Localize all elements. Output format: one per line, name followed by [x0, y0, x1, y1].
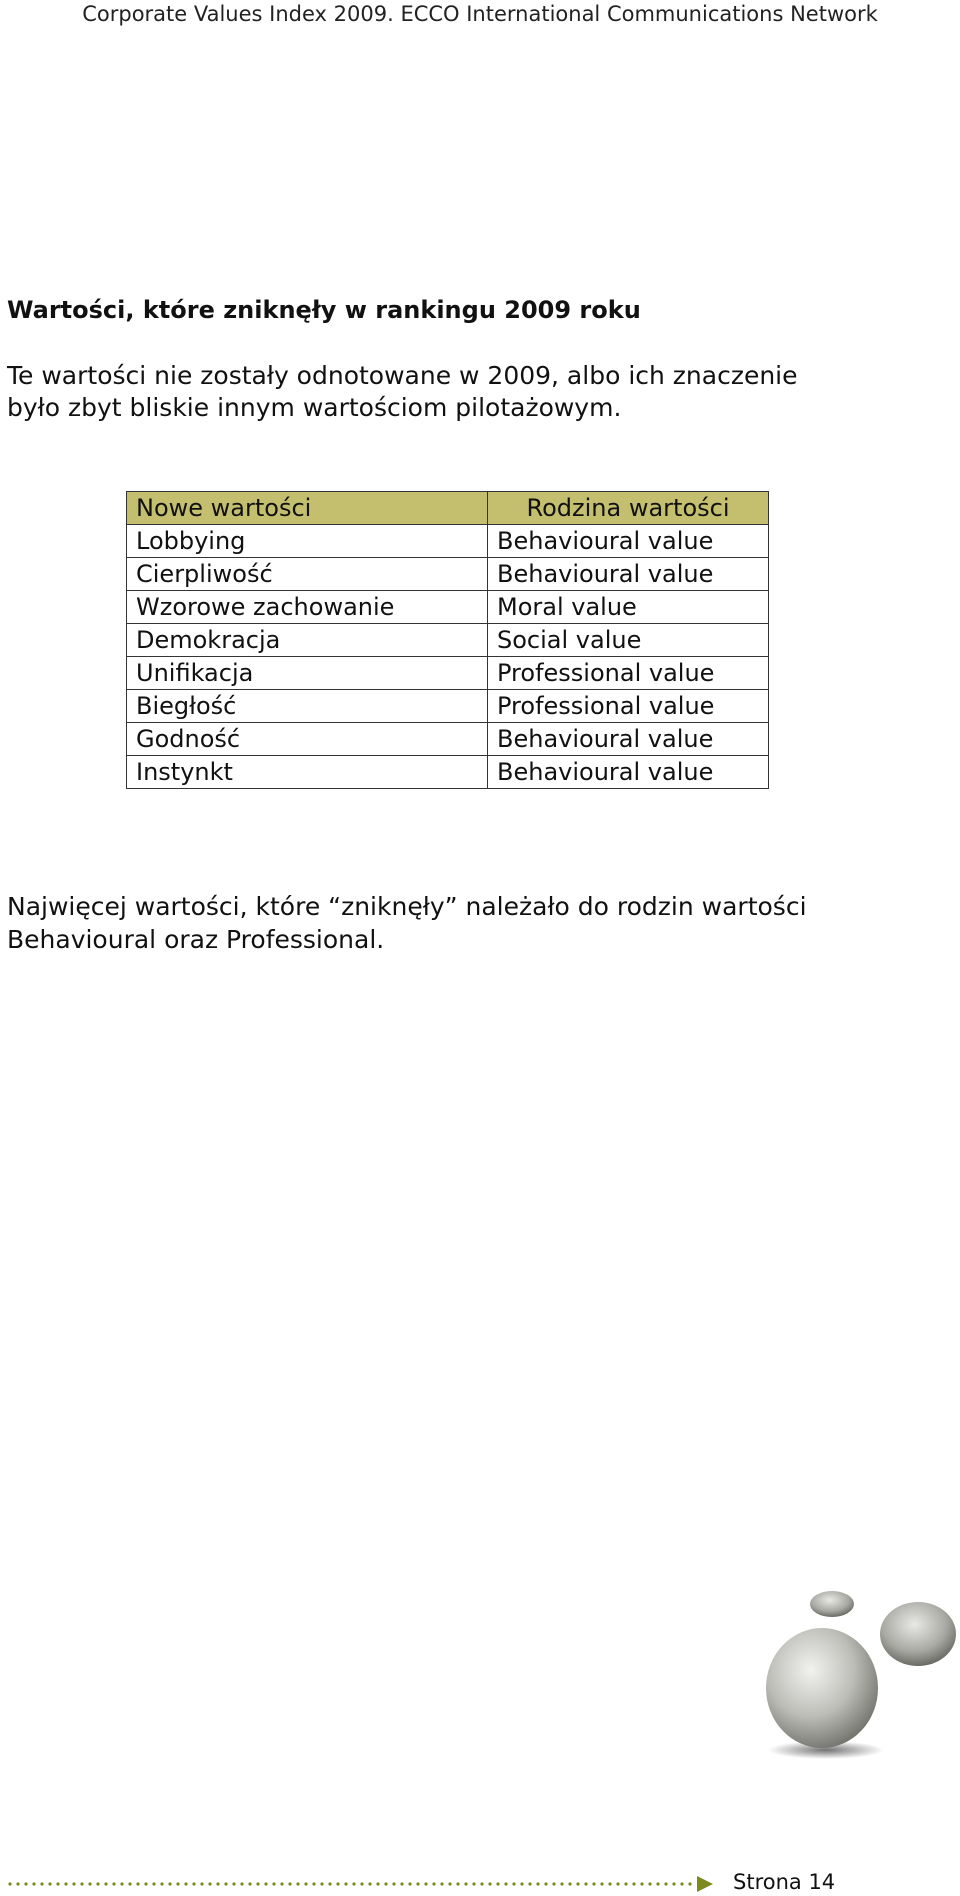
value-family-cell: Social value: [488, 624, 769, 657]
value-name-cell: Cierpliwość: [127, 558, 488, 591]
value-name-cell: Biegłość: [127, 690, 488, 723]
large-stone: [766, 1628, 878, 1748]
stones-image: [760, 1590, 960, 1760]
value-name-cell: Lobbying: [127, 525, 488, 558]
intro-line-1: Te wartości nie zostały odnotowane w 2009, albo ich znaczenie: [7, 361, 798, 390]
value-family-cell: Behavioural value: [488, 558, 769, 591]
value-family-cell: Professional value: [488, 690, 769, 723]
intro-line-2: było zbyt bliskie innym wartościom pilotażowym.: [7, 393, 622, 422]
table-row: [127, 591, 769, 624]
value-name-cell: Godność: [127, 723, 488, 756]
column-header-value-family: Rodzina wartości: [488, 492, 769, 525]
summary-line-2: Behavioural oraz Professional.: [7, 925, 385, 954]
column-header-new-values: Nowe wartości: [127, 492, 488, 525]
value-name-cell: Demokracja: [127, 624, 488, 657]
value-name-cell: Instynkt: [127, 756, 488, 789]
table-row: [127, 657, 769, 690]
table-row: [127, 723, 769, 756]
value-name-cell: Wzorowe zachowanie: [127, 591, 488, 624]
value-family-cell: Moral value: [488, 591, 769, 624]
table-row: [127, 756, 769, 789]
value-family-cell: Behavioural value: [488, 756, 769, 789]
footer-dotted-rule: [6, 1882, 696, 1886]
value-family-cell: Behavioural value: [488, 723, 769, 756]
values-table: [126, 491, 769, 789]
value-family-cell: Behavioural value: [488, 525, 769, 558]
intro-paragraph: [7, 360, 907, 424]
summary-line-1: Najwięcej wartości, które “zniknęły” należało do rodzin wartości: [7, 892, 807, 921]
page-number: Strona 14: [733, 1870, 836, 1894]
value-family-cell: Professional value: [488, 657, 769, 690]
table-row: [127, 525, 769, 558]
table-header-row: [127, 492, 769, 525]
value-name-cell: Unifikacja: [127, 657, 488, 690]
section-heading: Wartości, które zniknęły w rankingu 2009 roku: [7, 296, 641, 324]
table-row: [127, 624, 769, 657]
footer-arrow-icon: [697, 1876, 713, 1892]
table-row: [127, 690, 769, 723]
right-stone: [880, 1602, 956, 1666]
small-stone: [810, 1591, 854, 1617]
summary-paragraph: [7, 890, 947, 956]
table-row: [127, 558, 769, 591]
document-header: Corporate Values Index 2009. ECCO International Communications Network: [82, 2, 878, 26]
